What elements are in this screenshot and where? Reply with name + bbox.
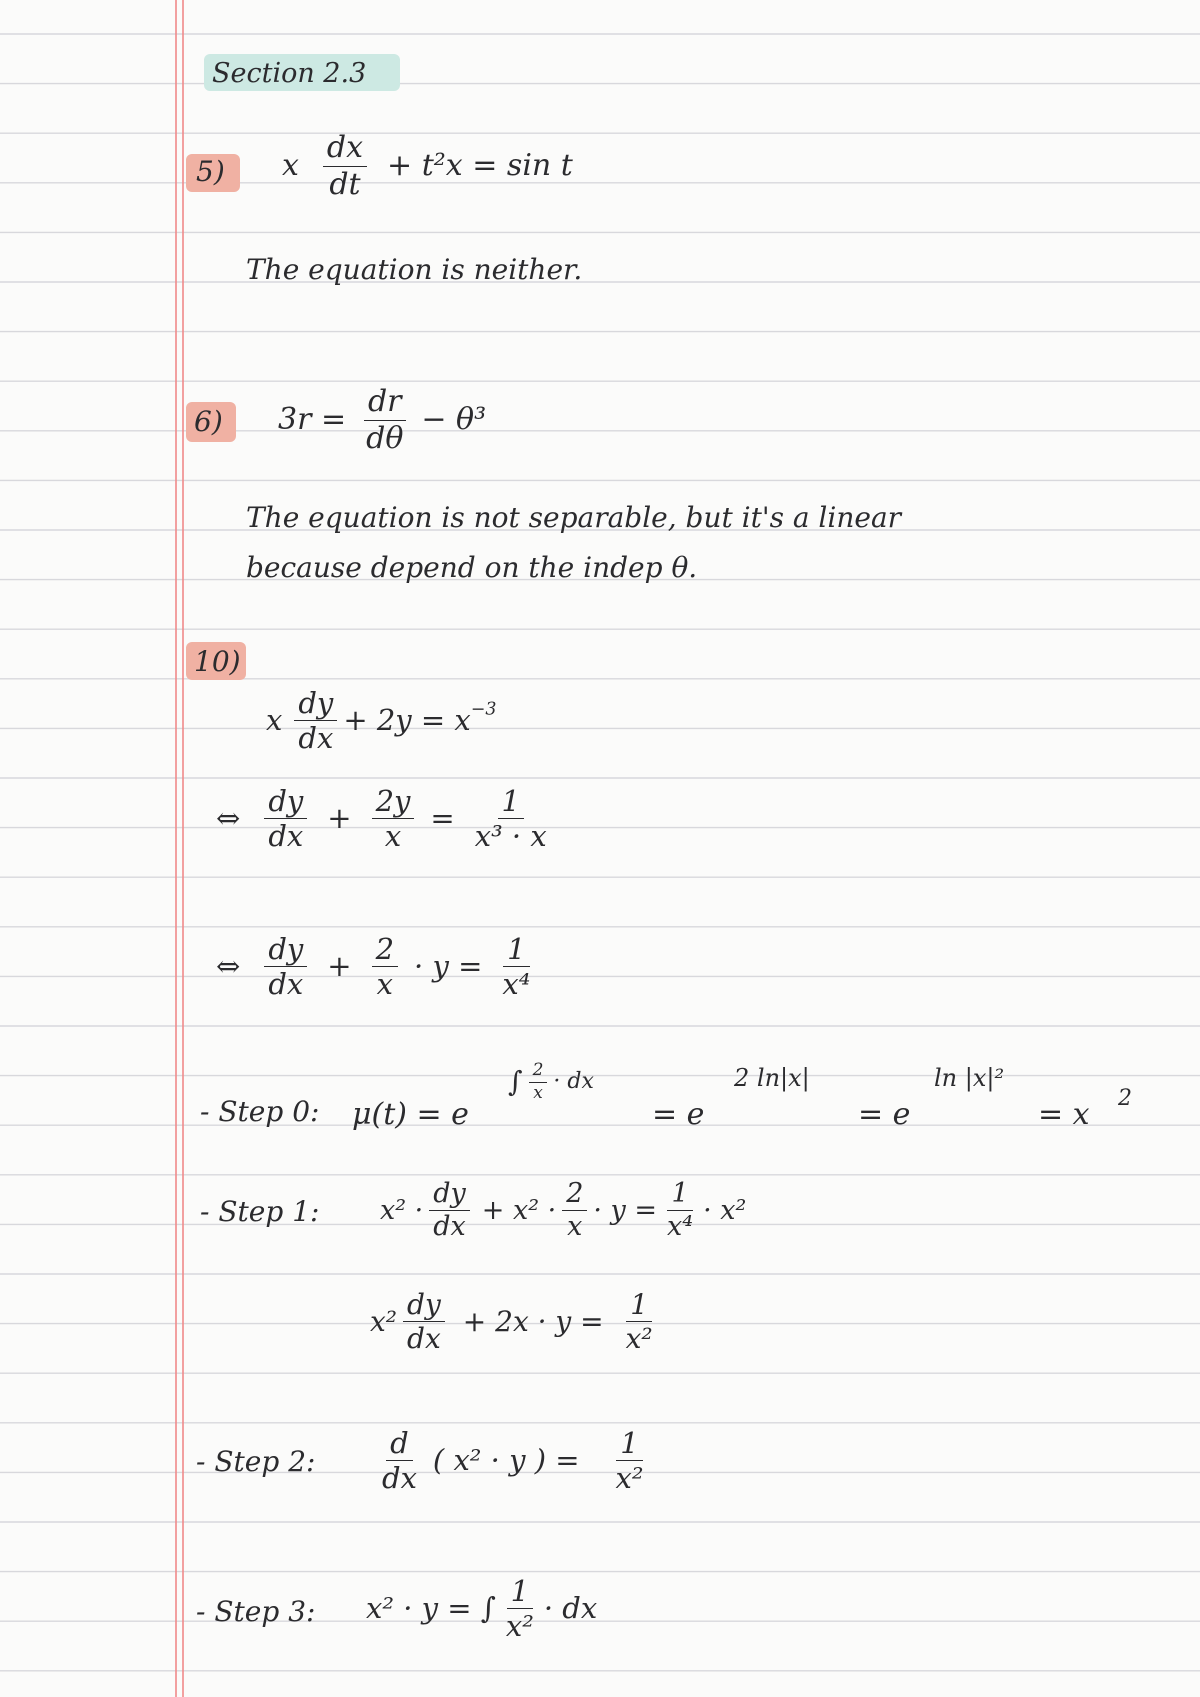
p10-l3-frac3 bbox=[498, 934, 534, 1000]
p5-num: dx bbox=[323, 132, 367, 167]
problem-5-equation bbox=[282, 132, 573, 200]
step1-l1-frac2 bbox=[562, 1180, 587, 1242]
problem-6-note-line1: The equation is not separable, but it's a linear bbox=[246, 501, 902, 534]
iff-arrow: ⇔ bbox=[216, 801, 241, 836]
p10-l1-derivative bbox=[294, 688, 337, 754]
p5-derivative bbox=[323, 132, 367, 200]
p10-l3-den2: x bbox=[376, 967, 393, 1002]
step1-l2-num: dy bbox=[403, 1290, 445, 1322]
step0-exp2: 2 ln|x| bbox=[734, 1064, 810, 1092]
p6-lhs: 3r = bbox=[278, 402, 347, 437]
step1-l1-den2: x bbox=[567, 1211, 583, 1243]
step1-l1-frac1 bbox=[429, 1180, 470, 1242]
step2-den: dx bbox=[382, 1461, 417, 1496]
step2-den2: x² bbox=[615, 1461, 644, 1496]
p10-l2-den2: x bbox=[384, 819, 402, 854]
p10-l2-num2: 2y bbox=[372, 786, 415, 819]
step3-tail: · dx bbox=[543, 1591, 598, 1626]
p10-l3-den1: dx bbox=[268, 967, 304, 1002]
step3-equation bbox=[366, 1576, 597, 1642]
step1-l2-num2: 1 bbox=[626, 1290, 652, 1322]
p10-l2-den3: x³ · x bbox=[474, 819, 547, 854]
p10-l3-num2: 2 bbox=[372, 934, 398, 967]
section-label: Section 2.3 bbox=[212, 58, 367, 89]
p10-l2-num1: dy bbox=[264, 786, 307, 819]
step1-line2 bbox=[370, 1290, 663, 1354]
step0-eq3: = e bbox=[858, 1097, 911, 1132]
step3-num: 1 bbox=[507, 1576, 533, 1609]
p10-l1-rest: + $2y = x^{-3}$ bbox=[343, 699, 497, 738]
step1-line1 bbox=[380, 1180, 746, 1242]
step0-exp3: ln |x|² bbox=[934, 1064, 1005, 1092]
p6-num: dr bbox=[364, 386, 406, 421]
problem-5-number: 5) bbox=[196, 155, 225, 188]
step1-l1-frac3 bbox=[663, 1180, 697, 1242]
step1-l2-frac1 bbox=[403, 1290, 445, 1354]
problem-6-equation bbox=[278, 386, 486, 454]
step1-l1-d: · x² bbox=[703, 1195, 747, 1227]
p10-l2-den1: dx bbox=[268, 819, 304, 854]
p10-l3-plus: + bbox=[327, 949, 352, 984]
step1-label: - Step 1: bbox=[200, 1195, 320, 1228]
step1-l1-den1: dx bbox=[433, 1211, 466, 1243]
step2-num2: 1 bbox=[616, 1428, 642, 1461]
step0-label: - Step 0: bbox=[200, 1095, 320, 1128]
p10-line3 bbox=[216, 934, 540, 1000]
p10-l3-den3: x⁴ bbox=[502, 967, 531, 1002]
step0-exponent bbox=[508, 1062, 594, 1103]
step1-l1-c: · y = bbox=[593, 1195, 657, 1227]
step0-exp-frac bbox=[529, 1062, 548, 1103]
p10-l3-frac1 bbox=[264, 934, 307, 1000]
step2-label: - Step 2: bbox=[196, 1445, 316, 1478]
step1-l1-num1: dy bbox=[429, 1180, 470, 1211]
step0-integral: ∫ bbox=[508, 1065, 523, 1099]
step2-frac1 bbox=[378, 1428, 421, 1494]
step0-eq2: = e bbox=[652, 1097, 705, 1132]
p10-l2-frac3 bbox=[471, 786, 551, 852]
step2-num: d bbox=[386, 1428, 413, 1461]
p5-rest: + t²x = sin t bbox=[387, 148, 573, 183]
p10-l2-num3: 1 bbox=[498, 786, 524, 819]
step1-l2-den: dx bbox=[407, 1322, 441, 1356]
step0-eq4: = x bbox=[1038, 1097, 1090, 1132]
step1-l1-num2: 2 bbox=[562, 1180, 587, 1211]
step2-equation bbox=[372, 1428, 654, 1494]
p10-l1-exp: −3 bbox=[470, 699, 497, 720]
step3-frac bbox=[502, 1576, 538, 1642]
p10-l2-frac2 bbox=[372, 786, 415, 852]
step0-exp4: 2 bbox=[1118, 1086, 1132, 1111]
step0-exp-num: 2 bbox=[529, 1062, 548, 1083]
iff-arrow-2: ⇔ bbox=[216, 949, 241, 984]
p6-derivative bbox=[362, 386, 407, 454]
step2-mid: ( x² · y ) = bbox=[432, 1443, 580, 1478]
p10-l1-den: dx bbox=[298, 721, 334, 756]
p10-l1-coef: x bbox=[266, 703, 283, 738]
step0-mu: μ(t) = e bbox=[352, 1097, 469, 1132]
problem-6-number: 6) bbox=[194, 405, 223, 438]
step1-l2-a: x² bbox=[370, 1304, 398, 1338]
problem-10-number: 10) bbox=[194, 645, 241, 678]
p10-l3-tail: · y = bbox=[414, 949, 483, 984]
p10-l3-num3: 1 bbox=[503, 934, 529, 967]
step3-label: - Step 3: bbox=[196, 1595, 316, 1628]
step3-den: x² bbox=[505, 1609, 534, 1644]
p10-l2-frac1 bbox=[264, 786, 307, 852]
step1-l1-a: x² · bbox=[380, 1195, 424, 1227]
step0-exp-den: x bbox=[533, 1082, 543, 1103]
p5-coef: x bbox=[282, 148, 299, 183]
p10-l2-plus: + bbox=[327, 801, 352, 836]
step1-l2-frac2 bbox=[622, 1290, 657, 1354]
p10-line1 bbox=[266, 688, 496, 754]
p10-l2-eq: = bbox=[430, 801, 455, 836]
step1-l1-den3: x⁴ bbox=[667, 1211, 694, 1243]
step0-exp-tail: · dx bbox=[553, 1069, 594, 1095]
step3-lhs: x² · y = ∫ bbox=[366, 1591, 496, 1626]
p10-l3-frac2 bbox=[372, 934, 398, 1000]
problem-6-note-line2: because depend on the indep θ. bbox=[246, 551, 698, 584]
step1-l1-b: + x² · bbox=[481, 1195, 557, 1227]
step1-l1-num3: 1 bbox=[667, 1180, 692, 1211]
problem-5-note: The equation is neither. bbox=[246, 253, 583, 286]
step1-l2-den2: x² bbox=[625, 1322, 653, 1356]
p5-den: dt bbox=[329, 166, 361, 202]
p10-l3-num1: dy bbox=[264, 934, 307, 967]
p6-rest: − θ³ bbox=[421, 402, 487, 437]
p6-den: dθ bbox=[366, 420, 404, 456]
step2-frac2 bbox=[612, 1428, 648, 1494]
p10-l1-num: dy bbox=[294, 688, 337, 721]
step1-l2-b: + 2x · y = bbox=[462, 1304, 604, 1338]
p10-line2 bbox=[216, 786, 557, 852]
